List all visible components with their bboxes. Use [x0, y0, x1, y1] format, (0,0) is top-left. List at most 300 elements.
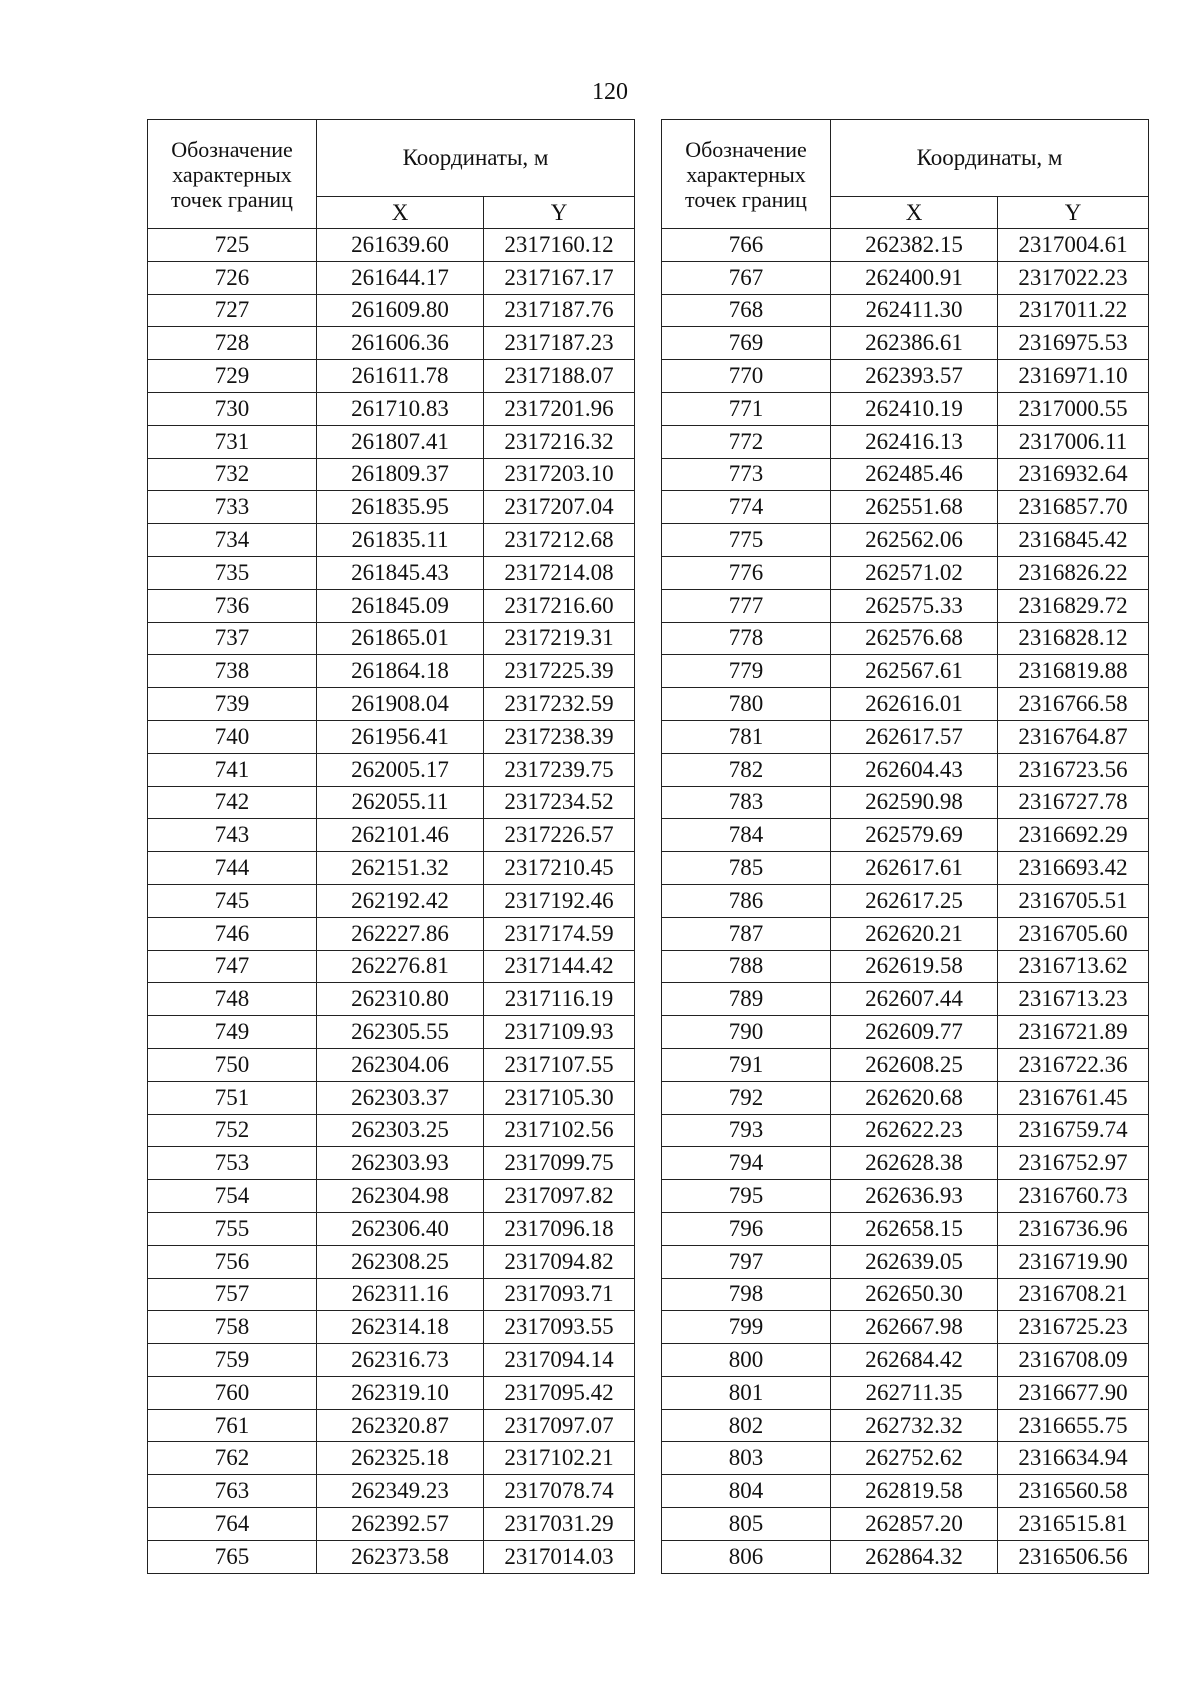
y-column-header: Y	[998, 197, 1149, 229]
y-coordinate-cell: 2317093.71	[484, 1278, 635, 1311]
point-number-cell: 780	[662, 688, 831, 721]
x-coordinate-cell: 262819.58	[831, 1475, 998, 1508]
y-coordinate-cell: 2316705.51	[998, 884, 1149, 917]
table-row	[148, 1212, 635, 1245]
point-number-cell: 777	[662, 589, 831, 622]
table-row	[148, 950, 635, 983]
y-coordinate-cell: 2316736.96	[998, 1212, 1149, 1245]
y-coordinate-cell: 2316722.36	[998, 1048, 1149, 1081]
y-column-header: Y	[484, 197, 635, 229]
y-coordinate-cell: 2317109.93	[484, 1016, 635, 1049]
point-number-cell: 791	[662, 1048, 831, 1081]
table-row	[148, 261, 635, 294]
point-number-cell: 797	[662, 1245, 831, 1278]
point-number-cell: 749	[148, 1016, 317, 1049]
table-row	[662, 1114, 1149, 1147]
x-coordinate-cell: 262400.91	[831, 261, 998, 294]
table-row	[148, 1180, 635, 1213]
y-coordinate-cell: 2317192.46	[484, 884, 635, 917]
y-coordinate-cell: 2316719.90	[998, 1245, 1149, 1278]
y-coordinate-cell: 2317102.56	[484, 1114, 635, 1147]
x-coordinate-cell: 262411.30	[831, 294, 998, 327]
x-coordinate-cell: 262617.61	[831, 852, 998, 885]
y-coordinate-cell: 2317225.39	[484, 655, 635, 688]
table-row	[148, 392, 635, 425]
x-coordinate-cell: 262304.06	[317, 1048, 484, 1081]
y-coordinate-cell: 2316708.21	[998, 1278, 1149, 1311]
point-number-cell: 730	[148, 392, 317, 425]
table-row	[148, 1048, 635, 1081]
table-row	[662, 524, 1149, 557]
table-row	[148, 491, 635, 524]
x-coordinate-cell: 262711.35	[831, 1376, 998, 1409]
x-coordinate-cell: 262325.18	[317, 1442, 484, 1475]
y-coordinate-cell: 2317093.55	[484, 1311, 635, 1344]
x-coordinate-cell: 261908.04	[317, 688, 484, 721]
table-row	[148, 1442, 635, 1475]
point-number-cell: 756	[148, 1245, 317, 1278]
y-coordinate-cell: 2317116.19	[484, 983, 635, 1016]
x-coordinate-cell: 262320.87	[317, 1409, 484, 1442]
x-coordinate-cell: 261835.11	[317, 524, 484, 557]
point-number-cell: 788	[662, 950, 831, 983]
point-number-cell: 796	[662, 1212, 831, 1245]
point-number-cell: 772	[662, 425, 831, 458]
point-number-cell: 737	[148, 622, 317, 655]
y-coordinate-cell: 2317000.55	[998, 392, 1149, 425]
x-coordinate-cell: 262732.32	[831, 1409, 998, 1442]
table-row	[662, 1409, 1149, 1442]
x-coordinate-cell: 262607.44	[831, 983, 998, 1016]
point-number-cell: 795	[662, 1180, 831, 1213]
table-row	[148, 1114, 635, 1147]
page-number: 120	[592, 79, 628, 105]
x-coordinate-cell: 262416.13	[831, 425, 998, 458]
table-row	[148, 1278, 635, 1311]
table-row	[148, 622, 635, 655]
x-coordinate-cell: 262639.05	[831, 1245, 998, 1278]
point-number-cell: 741	[148, 753, 317, 786]
y-coordinate-cell: 2316761.45	[998, 1081, 1149, 1114]
x-coordinate-cell: 262308.25	[317, 1245, 484, 1278]
point-number-cell: 784	[662, 819, 831, 852]
y-coordinate-cell: 2317097.82	[484, 1180, 635, 1213]
x-coordinate-cell: 261611.78	[317, 360, 484, 393]
point-number-cell: 794	[662, 1147, 831, 1180]
x-coordinate-cell: 262567.61	[831, 655, 998, 688]
point-number-cell: 761	[148, 1409, 317, 1442]
y-coordinate-cell: 2316857.70	[998, 491, 1149, 524]
table-row	[148, 917, 635, 950]
point-number-cell: 802	[662, 1409, 831, 1442]
table-row	[662, 786, 1149, 819]
table-row	[148, 720, 635, 753]
x-coordinate-cell: 262303.93	[317, 1147, 484, 1180]
table-row	[148, 1147, 635, 1180]
table-row	[148, 1409, 635, 1442]
x-coordinate-cell: 262667.98	[831, 1311, 998, 1344]
y-coordinate-cell: 2316727.78	[998, 786, 1149, 819]
coordinates-table-left	[147, 119, 635, 1574]
table-row	[148, 852, 635, 885]
table-row	[662, 1344, 1149, 1377]
y-coordinate-cell: 2317187.23	[484, 327, 635, 360]
y-coordinate-cell: 2316845.42	[998, 524, 1149, 557]
table-row	[662, 491, 1149, 524]
x-coordinate-cell: 261606.36	[317, 327, 484, 360]
x-coordinate-cell: 262575.33	[831, 589, 998, 622]
y-coordinate-cell: 2317216.60	[484, 589, 635, 622]
x-coordinate-cell: 262619.58	[831, 950, 998, 983]
point-number-cell: 771	[662, 392, 831, 425]
point-number-cell: 804	[662, 1475, 831, 1508]
x-coordinate-cell: 262604.43	[831, 753, 998, 786]
y-coordinate-cell: 2317167.17	[484, 261, 635, 294]
y-coordinate-cell: 2316975.53	[998, 327, 1149, 360]
point-number-cell: 789	[662, 983, 831, 1016]
y-coordinate-cell: 2317105.30	[484, 1081, 635, 1114]
point-number-cell: 751	[148, 1081, 317, 1114]
point-number-cell: 793	[662, 1114, 831, 1147]
table-row	[662, 261, 1149, 294]
table-row	[662, 1147, 1149, 1180]
coordinates-table-right	[661, 119, 1149, 1574]
table-row	[148, 458, 635, 491]
point-number-cell: 790	[662, 1016, 831, 1049]
x-coordinate-cell: 262590.98	[831, 786, 998, 819]
y-coordinate-cell: 2317203.10	[484, 458, 635, 491]
table-row	[662, 327, 1149, 360]
y-coordinate-cell: 2317234.52	[484, 786, 635, 819]
point-number-cell: 731	[148, 425, 317, 458]
point-number-cell: 766	[662, 229, 831, 262]
table-row	[662, 1508, 1149, 1541]
y-coordinate-cell: 2317210.45	[484, 852, 635, 885]
x-coordinate-cell: 261809.37	[317, 458, 484, 491]
y-coordinate-cell: 2317004.61	[998, 229, 1149, 262]
x-coordinate-cell: 262551.68	[831, 491, 998, 524]
y-coordinate-cell: 2316764.87	[998, 720, 1149, 753]
table-row	[662, 425, 1149, 458]
table-row	[148, 819, 635, 852]
table-row	[662, 229, 1149, 262]
point-number-cell: 736	[148, 589, 317, 622]
point-number-cell: 738	[148, 655, 317, 688]
x-coordinate-cell: 262485.46	[831, 458, 998, 491]
point-number-cell: 759	[148, 1344, 317, 1377]
table-row	[662, 1245, 1149, 1278]
table-row	[662, 458, 1149, 491]
coordinates-header: Координаты, м	[317, 120, 635, 197]
y-coordinate-cell: 2317006.11	[998, 425, 1149, 458]
x-coordinate-cell: 262101.46	[317, 819, 484, 852]
point-number-cell: 748	[148, 983, 317, 1016]
table-row	[148, 556, 635, 589]
y-coordinate-cell: 2317099.75	[484, 1147, 635, 1180]
point-number-cell: 754	[148, 1180, 317, 1213]
x-coordinate-cell: 262616.01	[831, 688, 998, 721]
y-coordinate-cell: 2317207.04	[484, 491, 635, 524]
table-row	[662, 852, 1149, 885]
x-column-header: X	[831, 197, 998, 229]
y-coordinate-cell: 2317238.39	[484, 720, 635, 753]
x-coordinate-cell: 262410.19	[831, 392, 998, 425]
point-number-cell: 776	[662, 556, 831, 589]
table-row	[148, 294, 635, 327]
y-coordinate-cell: 2317214.08	[484, 556, 635, 589]
point-number-cell: 743	[148, 819, 317, 852]
point-number-cell: 782	[662, 753, 831, 786]
point-designation-header: Обозначение характерных точек границ	[662, 120, 831, 229]
table-row	[148, 1311, 635, 1344]
point-number-cell: 769	[662, 327, 831, 360]
table-row	[148, 1081, 635, 1114]
x-coordinate-cell: 262609.77	[831, 1016, 998, 1049]
y-coordinate-cell: 2317078.74	[484, 1475, 635, 1508]
table-row	[662, 589, 1149, 622]
y-coordinate-cell: 2316725.23	[998, 1311, 1149, 1344]
point-number-cell: 744	[148, 852, 317, 885]
x-coordinate-cell: 262752.62	[831, 1442, 998, 1475]
table-row	[148, 425, 635, 458]
y-coordinate-cell: 2317144.42	[484, 950, 635, 983]
point-number-cell: 742	[148, 786, 317, 819]
table-row	[662, 1048, 1149, 1081]
x-coordinate-cell: 262373.58	[317, 1540, 484, 1573]
table-row	[148, 1508, 635, 1541]
x-coordinate-cell: 262304.98	[317, 1180, 484, 1213]
point-number-cell: 773	[662, 458, 831, 491]
y-coordinate-cell: 2316713.62	[998, 950, 1149, 983]
table-row	[662, 1376, 1149, 1409]
table-row	[662, 294, 1149, 327]
x-coordinate-cell: 262349.23	[317, 1475, 484, 1508]
point-number-cell: 801	[662, 1376, 831, 1409]
point-number-cell: 725	[148, 229, 317, 262]
x-coordinate-cell: 262055.11	[317, 786, 484, 819]
x-coordinate-cell: 261864.18	[317, 655, 484, 688]
table-row	[148, 1376, 635, 1409]
table-row	[662, 753, 1149, 786]
point-number-cell: 770	[662, 360, 831, 393]
y-coordinate-cell: 2316819.88	[998, 655, 1149, 688]
point-number-cell: 798	[662, 1278, 831, 1311]
x-coordinate-cell: 262392.57	[317, 1508, 484, 1541]
y-coordinate-cell: 2316634.94	[998, 1442, 1149, 1475]
x-coordinate-cell: 262562.06	[831, 524, 998, 557]
table-row	[148, 1540, 635, 1573]
y-coordinate-cell: 2317022.23	[998, 261, 1149, 294]
point-designation-header: Обозначение характерных точек границ	[148, 120, 317, 229]
table-row	[148, 1344, 635, 1377]
point-number-cell: 800	[662, 1344, 831, 1377]
point-number-cell: 733	[148, 491, 317, 524]
table-row	[662, 1212, 1149, 1245]
point-number-cell: 739	[148, 688, 317, 721]
table-row	[662, 688, 1149, 721]
table-row	[148, 655, 635, 688]
y-coordinate-cell: 2316705.60	[998, 917, 1149, 950]
table-row	[662, 655, 1149, 688]
y-coordinate-cell: 2317201.96	[484, 392, 635, 425]
point-number-cell: 803	[662, 1442, 831, 1475]
x-coordinate-cell: 261710.83	[317, 392, 484, 425]
y-coordinate-cell: 2316759.74	[998, 1114, 1149, 1147]
table-row	[662, 819, 1149, 852]
x-coordinate-cell: 261807.41	[317, 425, 484, 458]
point-number-cell: 757	[148, 1278, 317, 1311]
y-coordinate-cell: 2317212.68	[484, 524, 635, 557]
y-coordinate-cell: 2316760.73	[998, 1180, 1149, 1213]
point-number-cell: 799	[662, 1311, 831, 1344]
x-column-header: X	[317, 197, 484, 229]
point-number-cell: 745	[148, 884, 317, 917]
x-coordinate-cell: 261845.43	[317, 556, 484, 589]
y-coordinate-cell: 2317011.22	[998, 294, 1149, 327]
point-number-cell: 787	[662, 917, 831, 950]
table-row	[662, 1016, 1149, 1049]
table-body-left	[148, 229, 635, 1574]
y-coordinate-cell: 2316723.56	[998, 753, 1149, 786]
table-row	[662, 884, 1149, 917]
y-coordinate-cell: 2316971.10	[998, 360, 1149, 393]
x-coordinate-cell: 262864.32	[831, 1540, 998, 1573]
table-row	[148, 1475, 635, 1508]
x-coordinate-cell: 261845.09	[317, 589, 484, 622]
x-coordinate-cell: 262617.25	[831, 884, 998, 917]
x-coordinate-cell: 262608.25	[831, 1048, 998, 1081]
table-row	[148, 983, 635, 1016]
y-coordinate-cell: 2317226.57	[484, 819, 635, 852]
x-coordinate-cell: 262650.30	[831, 1278, 998, 1311]
table-row	[148, 524, 635, 557]
point-number-cell: 750	[148, 1048, 317, 1081]
x-coordinate-cell: 262314.18	[317, 1311, 484, 1344]
point-number-cell: 764	[148, 1508, 317, 1541]
x-coordinate-cell: 261644.17	[317, 261, 484, 294]
point-number-cell: 779	[662, 655, 831, 688]
y-coordinate-cell: 2317095.42	[484, 1376, 635, 1409]
table-row	[148, 589, 635, 622]
point-number-cell: 760	[148, 1376, 317, 1409]
y-coordinate-cell: 2316693.42	[998, 852, 1149, 885]
point-number-cell: 734	[148, 524, 317, 557]
point-number-cell: 755	[148, 1212, 317, 1245]
point-number-cell: 774	[662, 491, 831, 524]
table-row	[662, 1311, 1149, 1344]
y-coordinate-cell: 2316766.58	[998, 688, 1149, 721]
point-number-cell: 758	[148, 1311, 317, 1344]
y-coordinate-cell: 2317031.29	[484, 1508, 635, 1541]
x-coordinate-cell: 261609.80	[317, 294, 484, 327]
y-coordinate-cell: 2316560.58	[998, 1475, 1149, 1508]
table-row	[148, 688, 635, 721]
x-coordinate-cell: 262005.17	[317, 753, 484, 786]
y-coordinate-cell: 2317187.76	[484, 294, 635, 327]
table-row	[662, 556, 1149, 589]
x-coordinate-cell: 262306.40	[317, 1212, 484, 1245]
y-coordinate-cell: 2316506.56	[998, 1540, 1149, 1573]
x-coordinate-cell: 262617.57	[831, 720, 998, 753]
y-coordinate-cell: 2317096.18	[484, 1212, 635, 1245]
y-coordinate-cell: 2316713.23	[998, 983, 1149, 1016]
table-row	[662, 360, 1149, 393]
y-coordinate-cell: 2316692.29	[998, 819, 1149, 852]
table-row	[148, 786, 635, 819]
x-coordinate-cell: 262393.57	[831, 360, 998, 393]
point-number-cell: 785	[662, 852, 831, 885]
x-coordinate-cell: 262620.68	[831, 1081, 998, 1114]
point-number-cell: 732	[148, 458, 317, 491]
y-coordinate-cell: 2317160.12	[484, 229, 635, 262]
table-row	[662, 950, 1149, 983]
x-coordinate-cell: 262684.42	[831, 1344, 998, 1377]
point-number-cell: 753	[148, 1147, 317, 1180]
x-coordinate-cell: 262276.81	[317, 950, 484, 983]
point-number-cell: 765	[148, 1540, 317, 1573]
table-row	[148, 1245, 635, 1278]
table-row	[148, 884, 635, 917]
x-coordinate-cell: 262303.25	[317, 1114, 484, 1147]
table-row	[662, 622, 1149, 655]
y-coordinate-cell: 2317094.14	[484, 1344, 635, 1377]
table-row	[662, 1475, 1149, 1508]
x-coordinate-cell: 262319.10	[317, 1376, 484, 1409]
x-coordinate-cell: 261835.95	[317, 491, 484, 524]
y-coordinate-cell: 2316708.09	[998, 1344, 1149, 1377]
point-number-cell: 805	[662, 1508, 831, 1541]
x-coordinate-cell: 262382.15	[831, 229, 998, 262]
point-number-cell: 778	[662, 622, 831, 655]
x-coordinate-cell: 262386.61	[831, 327, 998, 360]
y-coordinate-cell: 2316752.97	[998, 1147, 1149, 1180]
y-coordinate-cell: 2317097.07	[484, 1409, 635, 1442]
point-number-cell: 729	[148, 360, 317, 393]
table-row	[662, 917, 1149, 950]
x-coordinate-cell: 262636.93	[831, 1180, 998, 1213]
x-coordinate-cell: 262628.38	[831, 1147, 998, 1180]
table-row	[662, 720, 1149, 753]
point-number-cell: 792	[662, 1081, 831, 1114]
table-row	[148, 1016, 635, 1049]
y-coordinate-cell: 2316932.64	[998, 458, 1149, 491]
x-coordinate-cell: 262622.23	[831, 1114, 998, 1147]
x-coordinate-cell: 262857.20	[831, 1508, 998, 1541]
point-number-cell: 762	[148, 1442, 317, 1475]
y-coordinate-cell: 2317102.21	[484, 1442, 635, 1475]
table-row	[148, 360, 635, 393]
x-coordinate-cell: 262316.73	[317, 1344, 484, 1377]
x-coordinate-cell: 261639.60	[317, 229, 484, 262]
y-coordinate-cell: 2317188.07	[484, 360, 635, 393]
table-row	[662, 1278, 1149, 1311]
point-number-cell: 747	[148, 950, 317, 983]
point-number-cell: 786	[662, 884, 831, 917]
point-number-cell: 767	[662, 261, 831, 294]
y-coordinate-cell: 2317216.32	[484, 425, 635, 458]
x-coordinate-cell: 262579.69	[831, 819, 998, 852]
y-coordinate-cell: 2316829.72	[998, 589, 1149, 622]
table-row	[662, 1081, 1149, 1114]
y-coordinate-cell: 2316515.81	[998, 1508, 1149, 1541]
y-coordinate-cell: 2317219.31	[484, 622, 635, 655]
point-number-cell: 727	[148, 294, 317, 327]
x-coordinate-cell: 262658.15	[831, 1212, 998, 1245]
x-coordinate-cell: 262192.42	[317, 884, 484, 917]
y-coordinate-cell: 2316677.90	[998, 1376, 1149, 1409]
point-number-cell: 781	[662, 720, 831, 753]
x-coordinate-cell: 261865.01	[317, 622, 484, 655]
